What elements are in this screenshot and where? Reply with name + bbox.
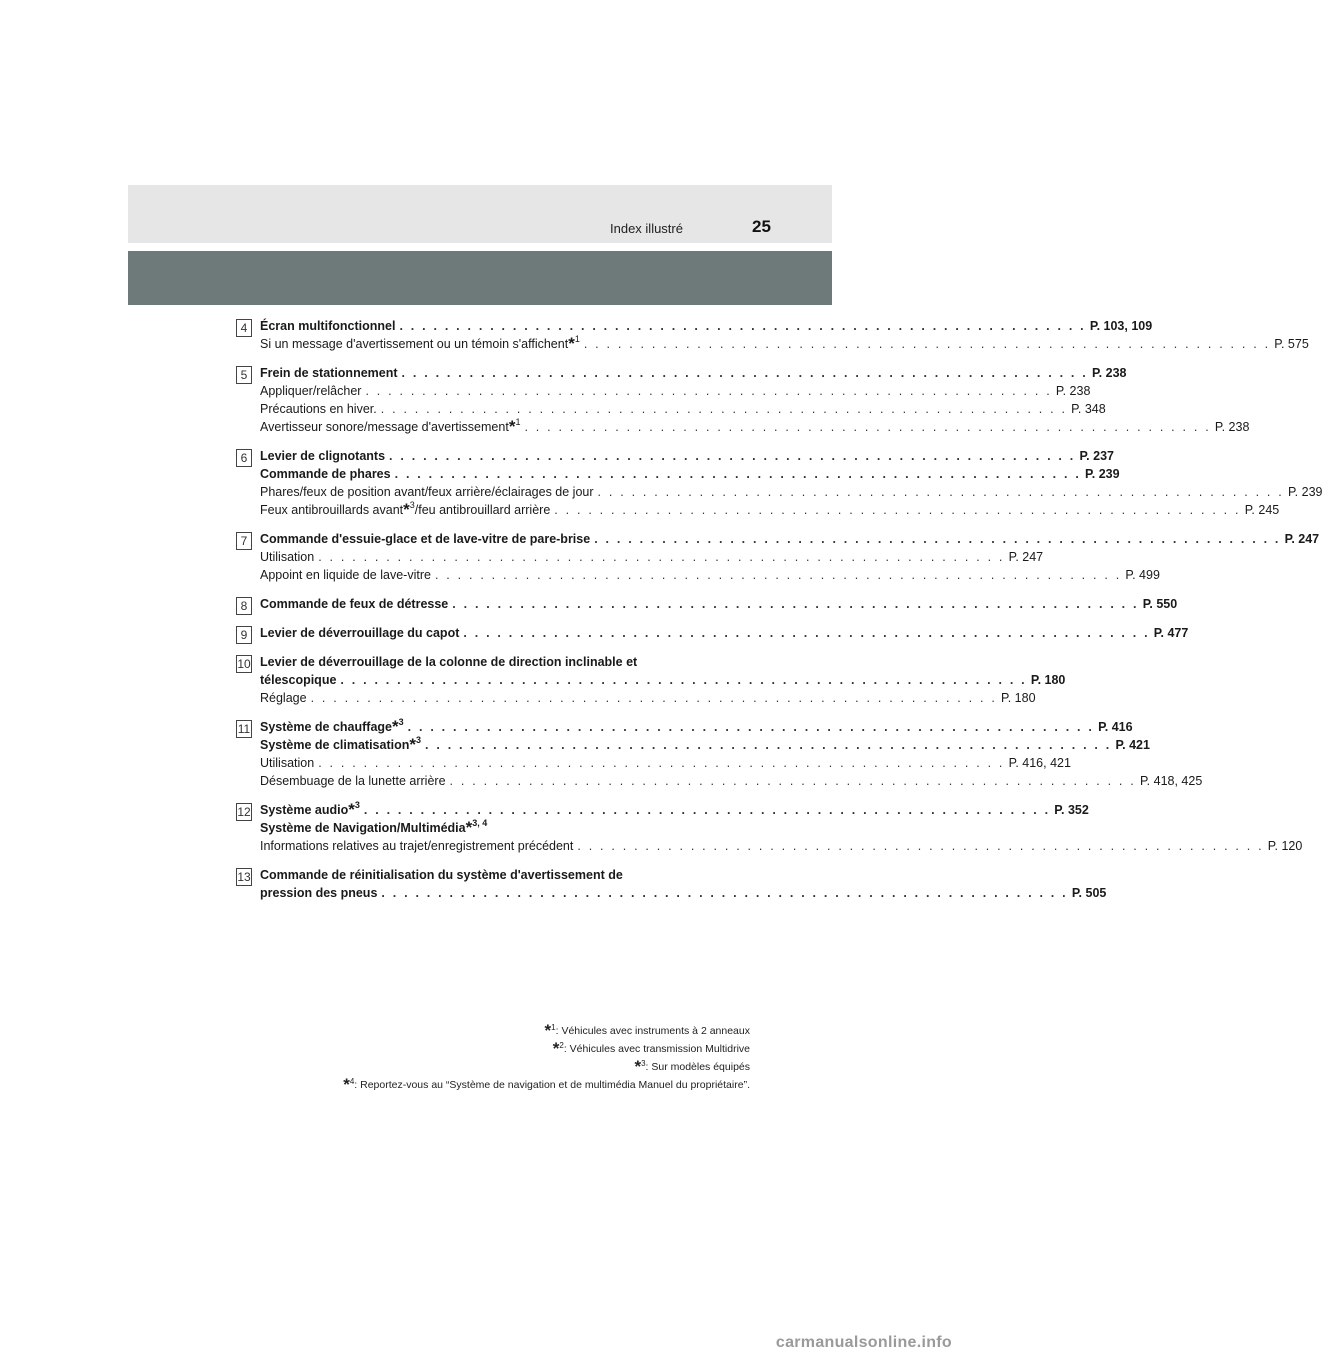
dot-leader: . . . . . . . . . . . . . . . . . . . . . . . . . . . . . . . . . . . . . . . . . . . . . . . . . . . . . . . . . . . . . bbox=[318, 550, 1005, 564]
footnote-ref: 3 bbox=[398, 717, 404, 727]
dot-leader: . . . . . . . . . . . . . . . . . . . . . . . . . . . . . . . . . . . . . . . . . . . . . . . . . . . . . . . . . . . . . bbox=[401, 366, 1088, 380]
index-subitem-line bbox=[260, 689, 1036, 707]
page-reference: P. 245 bbox=[1244, 503, 1280, 517]
index-heading-line bbox=[260, 717, 1133, 736]
index-heading-line bbox=[260, 671, 1066, 689]
dot-leader: . . . . . . . . . . . . . . . . . . . . . . . . . . . . . . . . . . . . . . . . . . . . . . . . . . . . . . . . . . . . . bbox=[365, 384, 1052, 398]
index-entry bbox=[236, 364, 1250, 436]
entry-text: pression des pneus bbox=[260, 886, 378, 900]
dot-leader: . . . . . . . . . . . . . . . . . . . . . . . . . . . . . . . . . . . . . . . . . . . . . . . . . . . . . . . . . . . . . bbox=[389, 449, 1076, 463]
entry-text: Système audio bbox=[260, 803, 349, 817]
footnote-text: : Reportez-vous au “Système de navigation et de multimédia Manuel du propriétaire”. bbox=[354, 1079, 750, 1091]
index-subitem-line bbox=[260, 566, 1160, 584]
page-reference: P. 421 bbox=[1115, 738, 1150, 752]
callout-number-badge: 6 bbox=[236, 449, 252, 467]
entry-text: Si un message d'avertissement ou un témoin s'affichent bbox=[260, 337, 569, 351]
dot-leader: . . . . . . . . . . . . . . . . . . . . . . . . . . . . . . . . . . . . . . . . . . . . . . . . . . . . . . . . . . . . . bbox=[340, 673, 1027, 687]
index-entry bbox=[236, 653, 1066, 707]
index-entry bbox=[236, 530, 1320, 584]
footnote-asterisk-icon: * bbox=[552, 1039, 560, 1058]
dot-leader: . . . . . . . . . . . . . . . . . . . . . . . . . . . . . . . . . . . . . . . . . . . . . . . . . . . . . . . . . . . . . bbox=[577, 839, 1264, 853]
footnote-asterisk-icon: * bbox=[634, 1057, 642, 1076]
index-entry bbox=[236, 866, 1107, 902]
page-number: 25 bbox=[752, 217, 771, 236]
entry-text: Désembuage de la lunette arrière bbox=[260, 774, 446, 788]
entry-text: Système de chauffage bbox=[260, 720, 392, 734]
page-reference: P. 352 bbox=[1054, 803, 1089, 817]
index-subitem-line bbox=[260, 548, 1044, 566]
dot-leader: . . . . . . . . . . . . . . . . . . . . . . . . . . . . . . . . . . . . . . . . . . . . . . . . . . . . . . . . . . . . . bbox=[394, 467, 1082, 481]
index-subitem-line bbox=[260, 754, 1071, 772]
callout-number-badge: 4 bbox=[236, 319, 252, 337]
entry-text-continued: /feu antibrouillard arrière bbox=[414, 503, 551, 517]
dot-leader: . . . . . . . . . . . . . . . . . . . . . . . . . . . . . . . . . . . . . . . . . . . . . . . . . . . . . . . . . . . . . bbox=[407, 720, 1095, 734]
page-reference: P. 103, 109 bbox=[1089, 319, 1153, 333]
dot-leader: . . . . . . . . . . . . . . . . . . . . . . . . . . . . . . . . . . . . . . . . . . . . . . . . . . . . . . . . . . . . . bbox=[425, 738, 1112, 752]
entry-text: Appliquer/relâcher bbox=[260, 384, 362, 398]
footnote-asterisk-icon: * bbox=[392, 717, 399, 736]
footnote-text: : Sur modèles équipés bbox=[645, 1061, 750, 1073]
index-heading-line bbox=[260, 866, 724, 884]
dot-leader: . . . . . . . . . . . . . . . . . . . . . . . . . . . . . . . . . . . . . . . . . . . . . . . . . . . . . . . . . . . . . bbox=[434, 568, 1122, 582]
dot-leader: . . . . . . . . . . . . . . . . . . . . . . . . . . . . . . . . . . . . . . . . . . . . . . . . . . . . . . . . . . . . . bbox=[594, 532, 1281, 546]
page-reference: P. 180 bbox=[1030, 673, 1066, 687]
entry-text: Commande d'essuie-glace et de lave-vitre de pare-brise bbox=[260, 532, 591, 546]
footnote-ref: 3 bbox=[409, 500, 415, 510]
watermark: carmanualsonline.info bbox=[775, 1334, 952, 1351]
index-subitem-line bbox=[260, 417, 1250, 436]
footnote-text: : Véhicules avec transmission Multidrive bbox=[563, 1043, 750, 1055]
index-entry bbox=[236, 595, 1178, 613]
index-entry bbox=[236, 317, 1309, 353]
footnotes bbox=[343, 1022, 750, 1094]
entry-text: Appoint en liquide de lave-vitre bbox=[260, 568, 431, 582]
section-banner bbox=[128, 251, 832, 305]
callout-number-badge: 10 bbox=[237, 657, 251, 671]
page-reference: P. 550 bbox=[1142, 597, 1178, 611]
index-heading-line bbox=[260, 447, 1114, 465]
footnote-asterisk-icon: * bbox=[348, 800, 355, 819]
page-reference: P. 239 bbox=[1287, 485, 1322, 499]
entry-text: Système de climatisation bbox=[260, 738, 410, 752]
entry-text: Levier de clignotants bbox=[260, 449, 386, 463]
page-reference: P. 239 bbox=[1085, 467, 1120, 481]
callout-number-badge: 13 bbox=[237, 870, 251, 884]
entry-text: Commande de réinitialisation du système d'avertissement de bbox=[260, 868, 623, 882]
index-entry bbox=[236, 717, 1203, 790]
index-entries bbox=[236, 317, 1322, 913]
footnote-ref: 3, 4 bbox=[472, 818, 488, 828]
index-subitem-line bbox=[260, 400, 1106, 418]
index-subitem-line bbox=[260, 772, 1203, 790]
dot-leader: . . . . . . . . . . . . . . . . . . . . . . . . . . . . . . . . . . . . . . . . . . . . . . . . . . . . . . . . . . . . . bbox=[449, 774, 1136, 788]
index-heading-line bbox=[260, 884, 1107, 902]
index-subitem-line bbox=[260, 483, 1322, 501]
footnote-text: : Véhicules avec instruments à 2 anneaux bbox=[555, 1025, 750, 1037]
page-reference: P. 238 bbox=[1214, 420, 1250, 434]
index-entry bbox=[236, 800, 1303, 855]
callout-number-badge: 5 bbox=[236, 366, 252, 384]
entry-text: Écran multifonctionnel bbox=[260, 319, 396, 333]
entry-text: Frein de stationnement bbox=[260, 366, 398, 380]
footnote-ref: 1 bbox=[515, 417, 521, 427]
entry-text: Système de Navigation/Multimédia bbox=[260, 821, 466, 835]
footnote-asterisk-icon: * bbox=[465, 818, 473, 837]
dot-leader: . . . . . . . . . . . . . . . . . . . . . . . . . . . . . . . . . . . . . . . . . . . . . . . . . . . . . . . . . . . . . bbox=[399, 319, 1086, 333]
index-subitem-line bbox=[260, 382, 1091, 400]
dot-leader: . . . . . . . . . . . . . . . . . . . . . . . . . . . . . . . . . . . . . . . . . . . . . . . . . . . . . . . . . . . . . bbox=[554, 503, 1241, 517]
header-band bbox=[128, 185, 832, 243]
entry-text: Commande de phares bbox=[260, 467, 391, 481]
footnote-asterisk-icon: * bbox=[508, 417, 516, 436]
footnote-ref: 1 bbox=[574, 334, 580, 344]
entry-text: Réglage bbox=[260, 691, 307, 705]
dot-leader: . . . . . . . . . . . . . . . . . . . . . . . . . . . . . . . . . . . . . . . . . . . . . . . . . . . . . . . . . . . . . bbox=[452, 597, 1139, 611]
dot-leader: . . . . . . . . . . . . . . . . . . . . . . . . . . . . . . . . . . . . . . . . . . . . . . . . . . . . . . . . . . . . . bbox=[597, 485, 1284, 499]
callout-number-badge: 9 bbox=[236, 626, 252, 644]
page-reference: P. 348 bbox=[1071, 402, 1106, 416]
index-subitem-line bbox=[260, 500, 1280, 519]
index-heading-line bbox=[260, 530, 1320, 548]
section-title: Index illustré bbox=[610, 221, 683, 236]
callout-number-badge: 8 bbox=[236, 597, 252, 615]
entry-text: télescopique bbox=[260, 673, 337, 687]
entry-text: Utilisation bbox=[260, 550, 315, 564]
index-heading-line bbox=[260, 595, 1178, 613]
index-entry bbox=[236, 447, 1322, 519]
index-heading-line bbox=[260, 465, 1120, 483]
index-heading-line bbox=[260, 800, 1089, 819]
entry-text: Phares/feux de position avant/feux arrière/éclairages de jour bbox=[260, 485, 594, 499]
entry-text: Utilisation bbox=[260, 756, 315, 770]
entry-text: Levier de déverrouillage de la colonne de direction inclinable et bbox=[260, 655, 638, 669]
entry-text: Feux antibrouillards avant bbox=[260, 503, 404, 517]
footnote-asterisk-icon: * bbox=[544, 1021, 552, 1040]
index-heading-line bbox=[260, 317, 1153, 335]
footnote-asterisk-icon: * bbox=[403, 500, 410, 519]
page-reference: P. 237 bbox=[1079, 449, 1114, 463]
footnote-number: 3 bbox=[641, 1059, 646, 1068]
footnote-line bbox=[343, 1022, 750, 1040]
page-reference: P. 418, 425 bbox=[1139, 774, 1203, 788]
footnote-line bbox=[343, 1058, 750, 1076]
dot-leader: . . . . . . . . . . . . . . . . . . . . . . . . . . . . . . . . . . . . . . . . . . . . . . . . . . . . . . . . . . . . . bbox=[363, 803, 1051, 817]
footnote-ref: 3 bbox=[416, 735, 422, 745]
page-reference: P. 505 bbox=[1071, 886, 1107, 900]
entry-text: Avertisseur sonore/message d'avertissement bbox=[260, 420, 509, 434]
page-reference: P. 180 bbox=[1001, 691, 1036, 705]
dot-leader: . . . . . . . . . . . . . . . . . . . . . . . . . . . . . . . . . . . . . . . . . . . . . . . . . . . . . . . . . . . . . bbox=[310, 691, 997, 705]
callout-number-badge: 11 bbox=[237, 722, 251, 736]
footnote-line bbox=[343, 1040, 750, 1058]
footnote-ref: 3 bbox=[354, 800, 360, 810]
index-heading-line bbox=[260, 624, 1189, 642]
entry-text: Commande de feux de détresse bbox=[260, 597, 449, 611]
index-heading-line bbox=[260, 364, 1127, 382]
page-reference: P. 238 bbox=[1091, 366, 1127, 380]
dot-leader: . . . . . . . . . . . . . . . . . . . . . . . . . . . . . . . . . . . . . . . . . . . . . . . . . . . . . . . . . . . . . bbox=[318, 756, 1005, 770]
page-reference: P. 247 bbox=[1008, 550, 1044, 564]
page-reference: P. 238 bbox=[1055, 384, 1091, 398]
footnote-line bbox=[343, 1076, 750, 1094]
footnote-number: 2 bbox=[559, 1041, 564, 1050]
index-heading-line bbox=[260, 735, 1150, 754]
entry-text: Levier de déverrouillage du capot bbox=[260, 626, 460, 640]
index-subitem-line bbox=[260, 837, 1303, 855]
page-reference: P. 477 bbox=[1153, 626, 1189, 640]
dot-leader: . . . . . . . . . . . . . . . . . . . . . . . . . . . . . . . . . . . . . . . . . . . . . . . . . . . . . . . . . . . . . bbox=[381, 886, 1068, 900]
page-reference: P. 416, 421 bbox=[1008, 756, 1071, 770]
callout-number-badge: 7 bbox=[236, 532, 252, 550]
footnote-asterisk-icon: * bbox=[568, 334, 575, 353]
dot-leader: . . . . . . . . . . . . . . . . . . . . . . . . . . . . . . . . . . . . . . . . . . . . . . . . . . . . . . . . . . . . . bbox=[380, 402, 1068, 416]
page-reference: P. 120 bbox=[1267, 839, 1303, 853]
dot-leader: . . . . . . . . . . . . . . . . . . . . . . . . . . . . . . . . . . . . . . . . . . . . . . . . . . . . . . . . . . . . . bbox=[463, 626, 1150, 640]
page-reference: P. 416 bbox=[1098, 720, 1133, 734]
entry-text: Précautions en hiver. bbox=[260, 402, 377, 416]
page-reference: P. 499 bbox=[1125, 568, 1160, 582]
dot-leader: . . . . . . . . . . . . . . . . . . . . . . . . . . . . . . . . . . . . . . . . . . . . . . . . . . . . . . . . . . . . . bbox=[524, 420, 1211, 434]
page-reference: P. 247 bbox=[1284, 532, 1320, 546]
index-subitem-line bbox=[260, 334, 1309, 353]
entry-text: Informations relatives au trajet/enregistrement précédent bbox=[260, 839, 574, 853]
index-heading-line bbox=[260, 819, 724, 837]
page-reference: P. 575 bbox=[1274, 337, 1309, 351]
footnote-number: 1 bbox=[551, 1023, 556, 1032]
footnote-number: 4 bbox=[349, 1077, 355, 1086]
index-heading-line bbox=[260, 653, 724, 671]
dot-leader: . . . . . . . . . . . . . . . . . . . . . . . . . . . . . . . . . . . . . . . . . . . . . . . . . . . . . . . . . . . . . bbox=[583, 337, 1271, 351]
callout-number-badge: 12 bbox=[237, 805, 251, 819]
footnote-asterisk-icon: * bbox=[409, 735, 416, 754]
index-entry bbox=[236, 624, 1189, 642]
footnote-asterisk-icon: * bbox=[343, 1075, 350, 1094]
